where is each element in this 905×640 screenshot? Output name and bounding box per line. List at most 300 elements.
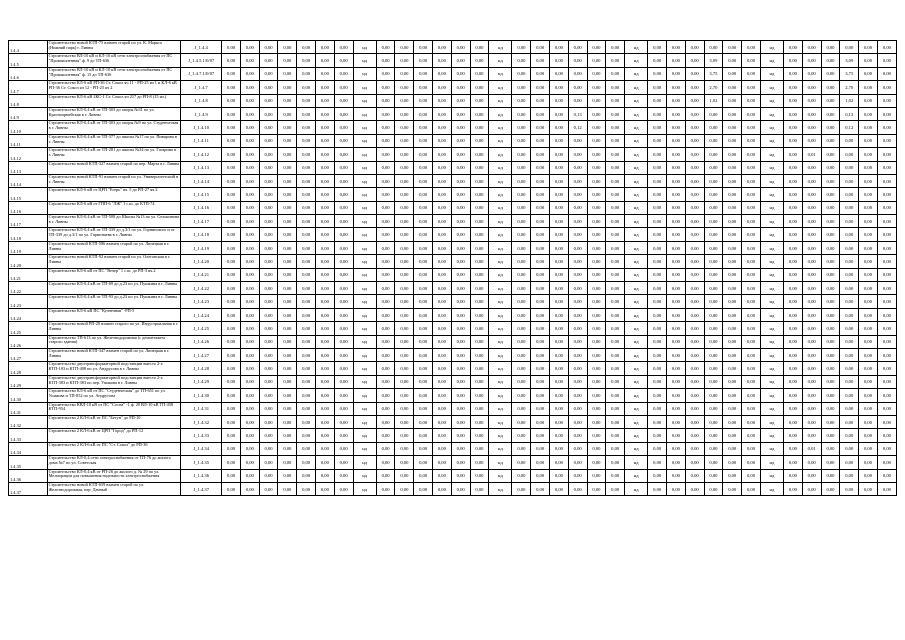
value-cell: 0,00 (512, 415, 531, 428)
value-cell: 0,00 (667, 268, 686, 281)
value-cell: 0,00 (222, 415, 241, 428)
table-row (9, 41, 897, 54)
value-cell: 0,00 (568, 228, 587, 241)
value-cell: 0,00 (451, 308, 470, 321)
value-cell: 0,00 (568, 268, 587, 281)
value-cell: 0,00 (512, 148, 531, 161)
value-cell: 0,00 (470, 482, 489, 495)
value-cell: 0,00 (222, 322, 241, 335)
value-cell: 0,00 (531, 54, 550, 67)
value-cell: 0,00 (414, 148, 433, 161)
value-cell: 0,00 (470, 94, 489, 107)
table-row (9, 295, 897, 308)
project-name-cell: Строительство КЛ-0,4 кВ от ТП-69 до д.23 по ул. Пушкина в г. Ливны (47, 282, 181, 295)
value-cell: 0,00 (685, 215, 704, 228)
value-cell: 0,00 (297, 308, 316, 321)
value-cell: 0,00 (667, 308, 686, 321)
project-name-cell: Строительство КЛ-6 кВ 2КС-1 Ст. Сокол яч 217 до РП-8 (15 яч.) (47, 94, 181, 107)
value-cell: 0,00 (433, 107, 452, 120)
value-cell: 0,00 (259, 268, 278, 281)
unit-cell: нд (353, 456, 376, 469)
value-cell: 0,00 (451, 228, 470, 241)
unit-cell: нд (353, 308, 376, 321)
value-cell: 0,00 (587, 201, 606, 214)
value-cell: 0,00 (685, 67, 704, 80)
unit-cell: нд (625, 255, 648, 268)
value-cell: 0,00 (259, 335, 278, 348)
value-cell: 0,00 (414, 54, 433, 67)
value-cell: 0,00 (531, 482, 550, 495)
unit-cell: нд (353, 335, 376, 348)
value-cell: 0,00 (297, 456, 316, 469)
value-cell: 0,00 (784, 268, 803, 281)
value-cell: 0,00 (240, 107, 259, 120)
value-cell: 0,00 (667, 282, 686, 295)
value-cell: 0,00 (297, 121, 316, 134)
project-id-cell: J_1.4.21 (181, 268, 222, 281)
unit-cell: нд (353, 107, 376, 120)
value-cell: 0,00 (840, 415, 859, 428)
unit-cell: нд (625, 389, 648, 402)
value-cell: 0,00 (222, 429, 241, 442)
value-cell: 0,00 (859, 148, 878, 161)
value-cell: 0,00 (606, 41, 625, 54)
value-cell: 0,00 (648, 308, 667, 321)
value-cell: 0,00 (606, 54, 625, 67)
value-cell: 0,00 (470, 228, 489, 241)
value-cell: 0,00 (821, 215, 840, 228)
value-cell: 0,00 (877, 148, 896, 161)
unit-cell: нд (353, 389, 376, 402)
value-cell: 0,00 (222, 482, 241, 495)
unit-cell: нд (625, 54, 648, 67)
value-cell: 0,00 (587, 148, 606, 161)
value-cell: 0,00 (606, 255, 625, 268)
project-name-cell: Строительство КЛ-6 кВ от ПС "Вечер" 1 с.ш. до РП-3 яч.2 (47, 268, 181, 281)
value-cell: 0,00 (414, 375, 433, 388)
value-cell: 0,00 (685, 94, 704, 107)
value-cell: 0,00 (723, 148, 742, 161)
value-cell: 0,00 (802, 308, 821, 321)
value-cell: 0,00 (802, 268, 821, 281)
value-cell: 0,00 (376, 362, 395, 375)
value-cell: 0,00 (222, 335, 241, 348)
value-cell: 0,00 (512, 67, 531, 80)
value-cell: 0,00 (667, 482, 686, 495)
value-cell: 0,00 (648, 188, 667, 201)
value-cell: 0,00 (568, 375, 587, 388)
value-cell: 0,00 (821, 241, 840, 254)
value-cell: 0,00 (742, 241, 761, 254)
value-cell: 0,00 (648, 282, 667, 295)
table-row (9, 54, 897, 67)
project-id-cell: J_1.4.34 (181, 442, 222, 455)
project-name-cell: Строительство ВЛ-10 кВ и КЛ-10 кВ сети электроснабжения от ПС "Промышленная" ф. 9 до ТП-636 (47, 54, 181, 67)
value-cell: 0,00 (240, 161, 259, 174)
value-cell: 0,00 (742, 442, 761, 455)
value-cell: 0,00 (784, 67, 803, 80)
value-cell: 0,00 (414, 241, 433, 254)
value-cell: 0,00 (821, 188, 840, 201)
value-cell: 0,00 (802, 67, 821, 80)
value-cell: 0,00 (802, 255, 821, 268)
project-name-cell: Строительство новой КТП-347 взамен старой по ул. Липецкая в г. Ливны (47, 348, 181, 361)
value-cell: 0,00 (395, 67, 414, 80)
value-cell: 0,00 (587, 389, 606, 402)
value-cell: 0,00 (278, 308, 297, 321)
value-cell: 0,00 (667, 228, 686, 241)
value-cell: 0,00 (433, 389, 452, 402)
value-cell: 0,12 (840, 121, 859, 134)
value-cell: 0,00 (451, 121, 470, 134)
value-cell: 0,00 (395, 148, 414, 161)
unit-cell: нд (760, 148, 783, 161)
value-cell: 0,00 (704, 107, 723, 120)
value-cell: 0,00 (395, 134, 414, 147)
unit-cell: нд (489, 215, 512, 228)
value-cell: 0,00 (587, 121, 606, 134)
value-cell: 0,00 (222, 81, 241, 94)
value-cell: 0,00 (315, 375, 334, 388)
value-cell: 0,00 (531, 456, 550, 469)
value-cell: 0,00 (784, 94, 803, 107)
value-cell: 0,00 (840, 215, 859, 228)
value-cell: 0,00 (802, 215, 821, 228)
value-cell: 0,00 (587, 255, 606, 268)
value-cell: 0,00 (704, 255, 723, 268)
value-cell: 0,00 (648, 429, 667, 442)
unit-cell: нд (353, 201, 376, 214)
value-cell: 0,00 (278, 469, 297, 482)
value-cell: 0,00 (606, 362, 625, 375)
value-cell: 0,00 (742, 41, 761, 54)
value-cell: 0,00 (259, 389, 278, 402)
table-row (9, 228, 897, 241)
value-cell: 0,00 (859, 107, 878, 120)
unit-cell: нд (625, 482, 648, 495)
project-id-cell: J_1.4.32 (181, 415, 222, 428)
value-cell: 0,00 (877, 362, 896, 375)
value-cell: 0,00 (704, 348, 723, 361)
value-cell: 0,00 (802, 415, 821, 428)
value-cell: 0,00 (414, 415, 433, 428)
unit-cell: нд (353, 482, 376, 495)
value-cell: 0,00 (240, 442, 259, 455)
project-id-cell: J_1.4.5.1/0/07 (181, 54, 222, 67)
value-cell: 0,00 (240, 174, 259, 187)
value-cell: 0,00 (259, 456, 278, 469)
unit-cell: нд (625, 41, 648, 54)
value-cell: 0,00 (723, 161, 742, 174)
value-cell: 0,00 (742, 228, 761, 241)
value-cell: 0,00 (240, 375, 259, 388)
value-cell: 0,00 (648, 415, 667, 428)
value-cell: 0,00 (821, 482, 840, 495)
value-cell: 0,00 (877, 134, 896, 147)
value-cell: 0,00 (433, 282, 452, 295)
value-cell: 0,00 (685, 415, 704, 428)
value-cell: 0,00 (606, 442, 625, 455)
value-cell: 0,00 (685, 174, 704, 187)
value-cell: 0,00 (877, 348, 896, 361)
project-name-cell: Строительство новой КТП-92 взамен старой по ул. Олеговская в г. Ливны (47, 255, 181, 268)
value-cell: 0,00 (606, 375, 625, 388)
value-cell: 0,00 (606, 335, 625, 348)
value-cell: 0,00 (470, 456, 489, 469)
value-cell: 0,00 (704, 241, 723, 254)
value-cell: 0,00 (723, 362, 742, 375)
value-cell: 0,00 (222, 215, 241, 228)
value-cell: 0,00 (531, 442, 550, 455)
row-code-cell: 1.4.21 (9, 268, 48, 281)
value-cell: 0,00 (784, 375, 803, 388)
value-cell: 0,00 (606, 81, 625, 94)
value-cell: 0,00 (742, 335, 761, 348)
value-cell: 0,00 (723, 121, 742, 134)
value-cell: 0,00 (433, 415, 452, 428)
project-name-cell: Строительство 2 КЛ-6 кВ от ПС "Бегун" до РП-10 (47, 415, 181, 428)
value-cell: 0,00 (648, 41, 667, 54)
value-cell: 0,00 (667, 174, 686, 187)
value-cell: 0,00 (451, 215, 470, 228)
value-cell: 0,00 (512, 482, 531, 495)
value-cell: 0,00 (315, 482, 334, 495)
value-cell: 0,00 (784, 402, 803, 415)
unit-cell: нд (760, 94, 783, 107)
value-cell: 0,00 (278, 268, 297, 281)
value-cell: 0,00 (531, 215, 550, 228)
value-cell: 0,00 (667, 348, 686, 361)
value-cell: 0,00 (315, 415, 334, 428)
value-cell: 0,00 (334, 335, 353, 348)
value-cell: 0,00 (802, 295, 821, 308)
value-cell: 0,00 (531, 188, 550, 201)
unit-cell: нд (489, 469, 512, 482)
value-cell: 3,09 (704, 54, 723, 67)
value-cell: 0,00 (742, 389, 761, 402)
value-cell: 0,00 (568, 241, 587, 254)
value-cell: 0,00 (376, 121, 395, 134)
value-cell: 0,00 (550, 402, 569, 415)
value-cell: 0,00 (297, 81, 316, 94)
unit-cell: нд (760, 415, 783, 428)
value-cell: 0,00 (840, 268, 859, 281)
value-cell: 0,00 (376, 41, 395, 54)
value-cell: 0,00 (550, 215, 569, 228)
project-name-cell: Строительство КЛ-0,4 кВ от РП-26 до жилого д. № 29 по ул. Мелиорации для повышения надежности электроснабжения (47, 469, 181, 482)
project-id-cell: J_1.4.31 (181, 402, 222, 415)
value-cell: 0,00 (315, 134, 334, 147)
value-cell: 0,00 (278, 81, 297, 94)
value-cell: 0,00 (297, 241, 316, 254)
unit-cell: нд (625, 415, 648, 428)
value-cell: 0,00 (568, 148, 587, 161)
value-cell: 0,00 (606, 201, 625, 214)
value-cell: 0,00 (802, 134, 821, 147)
value-cell: 0,00 (240, 469, 259, 482)
value-cell: 0,00 (821, 54, 840, 67)
value-cell: 0,00 (723, 308, 742, 321)
value-cell: 0,00 (531, 121, 550, 134)
table-row (9, 215, 897, 228)
value-cell: 0,00 (685, 81, 704, 94)
unit-cell: нд (489, 174, 512, 187)
value-cell: 0,00 (531, 389, 550, 402)
value-cell: 0,00 (685, 402, 704, 415)
value-cell: 0,00 (685, 148, 704, 161)
value-cell: 0,00 (821, 81, 840, 94)
value-cell: 0,00 (550, 335, 569, 348)
value-cell: 0,00 (395, 322, 414, 335)
value-cell: 0,00 (278, 121, 297, 134)
value-cell: 0,00 (859, 161, 878, 174)
value-cell: 0,00 (821, 362, 840, 375)
value-cell: 0,00 (470, 375, 489, 388)
value-cell: 0,00 (667, 94, 686, 107)
value-cell: 0,00 (259, 228, 278, 241)
value-cell: 0,00 (512, 282, 531, 295)
table-row (9, 389, 897, 402)
value-cell: 0,00 (278, 402, 297, 415)
value-cell: 0,00 (334, 228, 353, 241)
value-cell: 0,00 (667, 389, 686, 402)
value-cell: 3,09 (840, 54, 859, 67)
value-cell: 0,00 (667, 121, 686, 134)
value-cell: 0,00 (550, 348, 569, 361)
value-cell: 0,00 (723, 282, 742, 295)
value-cell: 0,00 (395, 456, 414, 469)
value-cell: 0,00 (667, 148, 686, 161)
value-cell: 0,00 (840, 348, 859, 361)
value-cell: 0,00 (685, 308, 704, 321)
table-row (9, 469, 897, 482)
value-cell: 0,00 (550, 41, 569, 54)
value-cell: 0,00 (240, 201, 259, 214)
value-cell: 0,00 (433, 335, 452, 348)
value-cell: 0,00 (451, 174, 470, 187)
value-cell: 0,00 (859, 268, 878, 281)
value-cell: 0,00 (648, 375, 667, 388)
value-cell: 0,00 (648, 174, 667, 187)
table-row (9, 201, 897, 214)
value-cell: 0,00 (648, 228, 667, 241)
unit-cell: нд (353, 322, 376, 335)
value-cell: 0,00 (451, 94, 470, 107)
value-cell: 0,00 (568, 322, 587, 335)
value-cell: 0,00 (723, 54, 742, 67)
value-cell: 0,00 (648, 215, 667, 228)
value-cell: 0,00 (240, 188, 259, 201)
value-cell: 0,00 (451, 295, 470, 308)
unit-cell: нд (760, 362, 783, 375)
value-cell: 0,00 (568, 161, 587, 174)
unit-cell: нд (625, 362, 648, 375)
unit-cell: нд (625, 134, 648, 147)
value-cell: 0,00 (723, 268, 742, 281)
value-cell: 0,00 (395, 174, 414, 187)
unit-cell: нд (760, 442, 783, 455)
value-cell: 0,00 (685, 201, 704, 214)
value-cell: 0,00 (840, 188, 859, 201)
value-cell: 0,00 (278, 188, 297, 201)
value-cell: 0,00 (259, 255, 278, 268)
value-cell: 0,00 (315, 67, 334, 80)
value-cell: 0,00 (470, 255, 489, 268)
value-cell: 0,00 (606, 174, 625, 187)
value-cell: 0,00 (606, 241, 625, 254)
value-cell: 0,00 (297, 107, 316, 120)
value-cell: 0,00 (222, 402, 241, 415)
value-cell: 0,00 (723, 215, 742, 228)
unit-cell: нд (760, 348, 783, 361)
value-cell: 0,00 (278, 335, 297, 348)
value-cell: 0,00 (240, 362, 259, 375)
value-cell: 0,00 (395, 215, 414, 228)
value-cell: 0,00 (315, 389, 334, 402)
unit-cell: нд (489, 389, 512, 402)
value-cell: 0,00 (222, 456, 241, 469)
value-cell: 0,00 (568, 295, 587, 308)
unit-cell: нд (760, 402, 783, 415)
value-cell: 0,00 (259, 201, 278, 214)
value-cell: 0,00 (278, 375, 297, 388)
value-cell: 0,00 (451, 148, 470, 161)
value-cell: 0,00 (568, 188, 587, 201)
value-cell: 0,00 (606, 348, 625, 361)
project-id-cell: J_1.4.26 (181, 335, 222, 348)
value-cell: 0,00 (531, 107, 550, 120)
value-cell: 0,00 (531, 41, 550, 54)
value-cell: 0,00 (784, 121, 803, 134)
project-id-cell: J_1.4.16 (181, 201, 222, 214)
value-cell: 0,00 (648, 389, 667, 402)
value-cell: 0,00 (723, 174, 742, 187)
value-cell: 0,00 (334, 241, 353, 254)
value-cell: 0,00 (704, 375, 723, 388)
value-cell: 0,00 (723, 415, 742, 428)
value-cell: 0,00 (784, 134, 803, 147)
value-cell: 0,00 (568, 41, 587, 54)
table-row (9, 81, 897, 94)
value-cell: 0,00 (334, 389, 353, 402)
value-cell: 0,00 (859, 375, 878, 388)
value-cell: 0,00 (840, 134, 859, 147)
value-cell: 0,00 (859, 41, 878, 54)
value-cell: 0,00 (531, 81, 550, 94)
table-row (9, 362, 897, 375)
row-code-cell: 1.4.15 (9, 188, 48, 201)
unit-cell: нд (760, 67, 783, 80)
table-row (9, 282, 897, 295)
value-cell: 0,00 (667, 134, 686, 147)
value-cell: 0,00 (742, 134, 761, 147)
value-cell: 0,00 (648, 335, 667, 348)
value-cell: 0,00 (240, 429, 259, 442)
value-cell: 0,00 (259, 107, 278, 120)
value-cell: 0,00 (802, 174, 821, 187)
value-cell: 0,00 (742, 308, 761, 321)
value-cell: 0,00 (531, 255, 550, 268)
value-cell: 0,00 (222, 201, 241, 214)
value-cell: 0,00 (859, 389, 878, 402)
value-cell: 0,00 (587, 268, 606, 281)
value-cell: 0,00 (240, 482, 259, 495)
unit-cell: нд (353, 134, 376, 147)
value-cell: 0,00 (240, 148, 259, 161)
value-cell: 0,00 (433, 94, 452, 107)
value-cell: 0,00 (433, 255, 452, 268)
value-cell: 0,00 (784, 429, 803, 442)
